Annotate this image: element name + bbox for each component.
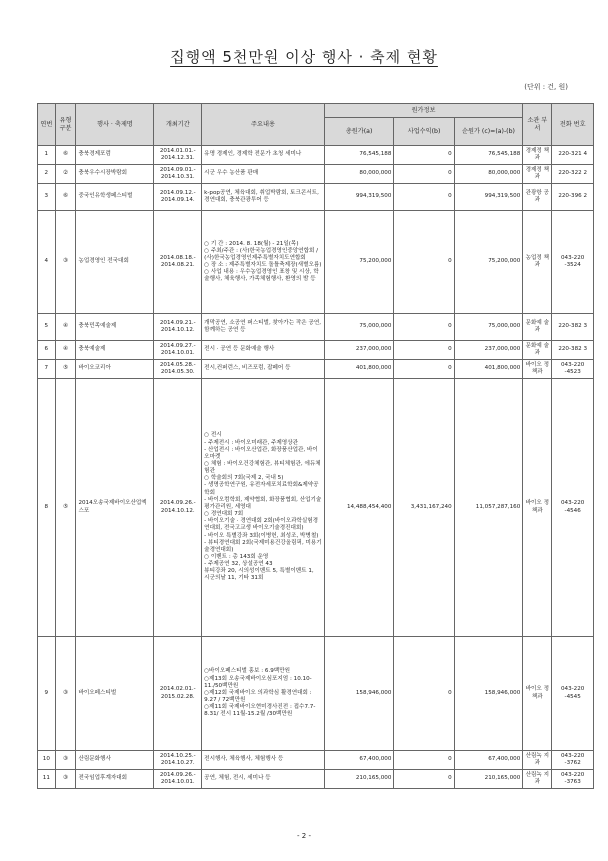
cell-revenue: 0 (394, 770, 454, 789)
cell-no: 7 (38, 360, 56, 379)
cell-phone: 043-220 -4545 (552, 637, 594, 751)
header-no: 연번 (38, 104, 56, 146)
cell-name: 중국인유학생페스티벌 (76, 184, 154, 211)
cell-total: 158,946,000 (324, 637, 394, 751)
cell-phone: 043-220 -3763 (552, 770, 594, 789)
cell-phone: 220-382 3 (552, 314, 594, 341)
cell-phone: 043-220 -4523 (552, 360, 594, 379)
cell-type: ③ (55, 211, 76, 314)
header-total: 총원가(a) (324, 118, 394, 146)
cell-no: 11 (38, 770, 56, 789)
cell-net: 158,946,000 (454, 637, 523, 751)
cell-content: ○ 기 간 : 2014. 8. 18(월) - 21일(목) ○ 주최/주관 : (사)한국농업경영인중앙연합회 / (사)한국농업경영인제주특별자치도연합회 ○ 장 소 : 제주특별자치도 돌틀축제장(새별오름) ○ 사업 내용 : 우수농업경영인 표창 및 시상, 학술행사, 체육행사, 가족체험행사, 환영의 밤 등 (202, 211, 325, 314)
cell-total: 210,165,000 (324, 770, 394, 789)
table-row (38, 314, 594, 341)
events-table (37, 103, 594, 789)
cell-content: 전시 · 공연 등 문화예술 행사 (202, 341, 325, 360)
cell-dept: 바이오 정책과 (523, 360, 552, 379)
cell-period: 2014.09.27.- 2014.10.01. (154, 341, 202, 360)
cell-net: 11,057,287,160 (454, 379, 523, 637)
cell-no: 10 (38, 751, 56, 770)
cell-name: 충북예술제 (76, 341, 154, 360)
cell-phone: 043-220 -4546 (552, 379, 594, 637)
cell-content: 유명 경제인, 경제학 전문가 초청 세미나 (202, 146, 325, 165)
cell-net: 67,400,000 (454, 751, 523, 770)
table-row (38, 379, 594, 637)
cell-no: 6 (38, 341, 56, 360)
cell-dept: 경제정 책과 (523, 146, 552, 165)
cell-revenue: 0 (394, 314, 454, 341)
cell-total: 67,400,000 (324, 751, 394, 770)
header-name: 행사 · 축제명 (76, 104, 154, 146)
table-row (38, 360, 594, 379)
page-number: - 2 - (297, 832, 311, 840)
cell-type: ⑥ (55, 184, 76, 211)
cell-name: 산림문화행사 (76, 751, 154, 770)
cell-content: 시군 우수 농산품 판매 (202, 165, 325, 184)
cell-revenue: 0 (394, 184, 454, 211)
cell-revenue: 0 (394, 360, 454, 379)
cell-period: 2014.10.25.- 2014.10.27. (154, 751, 202, 770)
cell-period: 2014.09.21.- 2014.10.12. (154, 314, 202, 341)
cell-revenue: 0 (394, 146, 454, 165)
cell-total: 14,488,454,400 (324, 379, 394, 637)
header-period: 개최기간 (154, 104, 202, 146)
cell-content: 전시,컨퍼런스, 비즈포럼, 잡페어 등 (202, 360, 325, 379)
cell-content: 공연, 체험, 전시, 세미나 등 (202, 770, 325, 789)
cell-no: 1 (38, 146, 56, 165)
table-row (38, 770, 594, 789)
cell-total: 75,000,000 (324, 314, 394, 341)
cell-dept: 바이오 정책과 (523, 637, 552, 751)
cell-phone: 220-382 3 (552, 341, 594, 360)
header-type: 유형구분 (55, 104, 76, 146)
cell-phone: 220-321 4 (552, 146, 594, 165)
cell-content: ○바이오페스티벌 홍보 : 6.9백만원 ○제13회 오송국제바이오심포지엄 : 10.10-11./50백만원 ○제12회 국제바이오 의과학심 활경연대회 : 9.27 / 72백만원 ○제11회 국제바이오현미경사진전 : 접수7.7-8.31/ 전시 11월-15.2월 /30백만원 (202, 637, 325, 751)
cell-type: ④ (55, 314, 76, 341)
cell-net: 237,000,000 (454, 341, 523, 360)
cell-phone: 043-220 -3524 (552, 211, 594, 314)
cell-period: 2014.09.12.- 2014.09.14. (154, 184, 202, 211)
cell-period: 2014.09.26.- 2014.10.12. (154, 379, 202, 637)
cell-total: 80,000,000 (324, 165, 394, 184)
cell-name: 충북민족예술제 (76, 314, 154, 341)
cell-name: 바이오코리아 (76, 360, 154, 379)
cell-phone: 220-396 2 (552, 184, 594, 211)
cell-net: 75,000,000 (454, 314, 523, 341)
cell-dept: 관광항 공과 (523, 184, 552, 211)
cell-dept: 경제정 책과 (523, 165, 552, 184)
unit-note: (단위 : 건, 원) (524, 83, 568, 91)
cell-dept: 산림녹 지과 (523, 751, 552, 770)
cell-total: 401,800,000 (324, 360, 394, 379)
cell-name: 바이오페스티벌 (76, 637, 154, 751)
cell-no: 2 (38, 165, 56, 184)
table-row (38, 146, 594, 165)
cell-type: ② (55, 165, 76, 184)
cell-type: ⑥ (55, 146, 76, 165)
cell-period: 2014.05.28.- 2014.05.30. (154, 360, 202, 379)
cell-revenue: 3,431,167,240 (394, 379, 454, 637)
cell-period: 2014.09.26.- 2014.10.01. (154, 770, 202, 789)
cell-revenue: 0 (394, 637, 454, 751)
cell-phone: 043-220 -3762 (552, 751, 594, 770)
header-phone: 전화 번호 (552, 104, 594, 146)
cell-revenue: 0 (394, 341, 454, 360)
cell-no: 8 (38, 379, 56, 637)
cell-name: 충북경제포럼 (76, 146, 154, 165)
cell-net: 210,165,000 (454, 770, 523, 789)
cell-net: 75,200,000 (454, 211, 523, 314)
header-dept: 소관 부서 (523, 104, 552, 146)
cell-dept: 농업정 책과 (523, 211, 552, 314)
cell-name: 2014오송국제바이오산업엑스포 (76, 379, 154, 637)
cell-name: 충북우수시장박람회 (76, 165, 154, 184)
cell-net: 994,319,500 (454, 184, 523, 211)
cell-type: ③ (55, 751, 76, 770)
cell-name: 전국임업후계자대회 (76, 770, 154, 789)
cell-dept: 산림녹 지과 (523, 770, 552, 789)
cell-total: 76,545,188 (324, 146, 394, 165)
cell-revenue: 0 (394, 211, 454, 314)
cell-revenue: 0 (394, 751, 454, 770)
cell-type: ③ (55, 637, 76, 751)
cell-total: 994,319,500 (324, 184, 394, 211)
table-row (38, 211, 594, 314)
cell-revenue: 0 (394, 165, 454, 184)
cell-type: ④ (55, 341, 76, 360)
header-net: 순원가 (c)=(a)-(b) (454, 118, 523, 146)
cell-dept: 바이오 정책과 (523, 379, 552, 637)
cell-dept: 문화예 술과 (523, 314, 552, 341)
cell-dept: 문화예 술과 (523, 341, 552, 360)
cell-content: 전시행사, 체육행사, 체험행사 등 (202, 751, 325, 770)
cell-no: 4 (38, 211, 56, 314)
cell-period: 2014.08.18.- 2014.08.21. (154, 211, 202, 314)
table-row (38, 751, 594, 770)
table-row (38, 341, 594, 360)
cell-period: 2014.01.01.- 2014.12.31. (154, 146, 202, 165)
cell-period: 2014.02.01.- 2015.02.28. (154, 637, 202, 751)
cell-no: 3 (38, 184, 56, 211)
cell-content: 개막공연, 소공연 퍼스티벌, 찾아가는 작은 공연, 함께하는 공연 등 (202, 314, 325, 341)
table-row (38, 637, 594, 751)
cell-type: ⑤ (55, 379, 76, 637)
cell-net: 76,545,188 (454, 146, 523, 165)
header-cost-group: 원가정보 (324, 104, 522, 118)
cell-total: 75,200,000 (324, 211, 394, 314)
cell-net: 401,800,000 (454, 360, 523, 379)
cell-phone: 220-322 2 (552, 165, 594, 184)
header-content: 주요내용 (202, 104, 325, 146)
cell-period: 2014.09.01.- 2014.10.31. (154, 165, 202, 184)
cell-type: ③ (55, 770, 76, 789)
cell-net: 80,000,000 (454, 165, 523, 184)
page-title: 집행액 5천만원 이상 행사 · 축제 현황 (170, 48, 438, 66)
cell-content: k-pop공연, 체육대회, 취업박람회, 토크콘서트,경연대회, 충북관광투어 등 (202, 184, 325, 211)
header-revenue: 사업수익(b) (394, 118, 454, 146)
cell-name: 농업경영인 전국대회 (76, 211, 154, 314)
table-row (38, 165, 594, 184)
cell-content: ○ 전시 - 주제전시 : 바이오미래관, 주제영상관 - 산업전시 : 바이오산업관, 화장품산업관, 바이오마켓 ○ 체험 : 바이오건강체험관, 뷰티체험관, 에듀체험관 ○ 학술회의 7회(국제 2, 국내 5) - 생명공학연구원, 유전자세포치료학회&제약공학회 - 바이오컴학회, 제약협회, 화장품협회, 산업기술평가관리원, 세영대 ○ 경연대회 7회 - 바이오기술 · 경연대회 2회(바이오과학실험경연대회, 전국고교생 바이오기술경진대회) - 바이오 특별강좌 3회(이병헌, 최성조, 박병철) - 뷰티경연대회 2회(국제미용건강올림픽, 미용기술경연대회) ○ 이벤트 : 총 143회 운영 - 주제공연 32, 상설공연 43 뷰티강좌 20, 시의성이벤트 5, 특별이벤트 1, 시군의날 11, 기타 31회 (202, 379, 325, 637)
cell-no: 9 (38, 637, 56, 751)
cell-type: ⑤ (55, 360, 76, 379)
table-row (38, 184, 594, 211)
cell-no: 5 (38, 314, 56, 341)
cell-total: 237,000,000 (324, 341, 394, 360)
